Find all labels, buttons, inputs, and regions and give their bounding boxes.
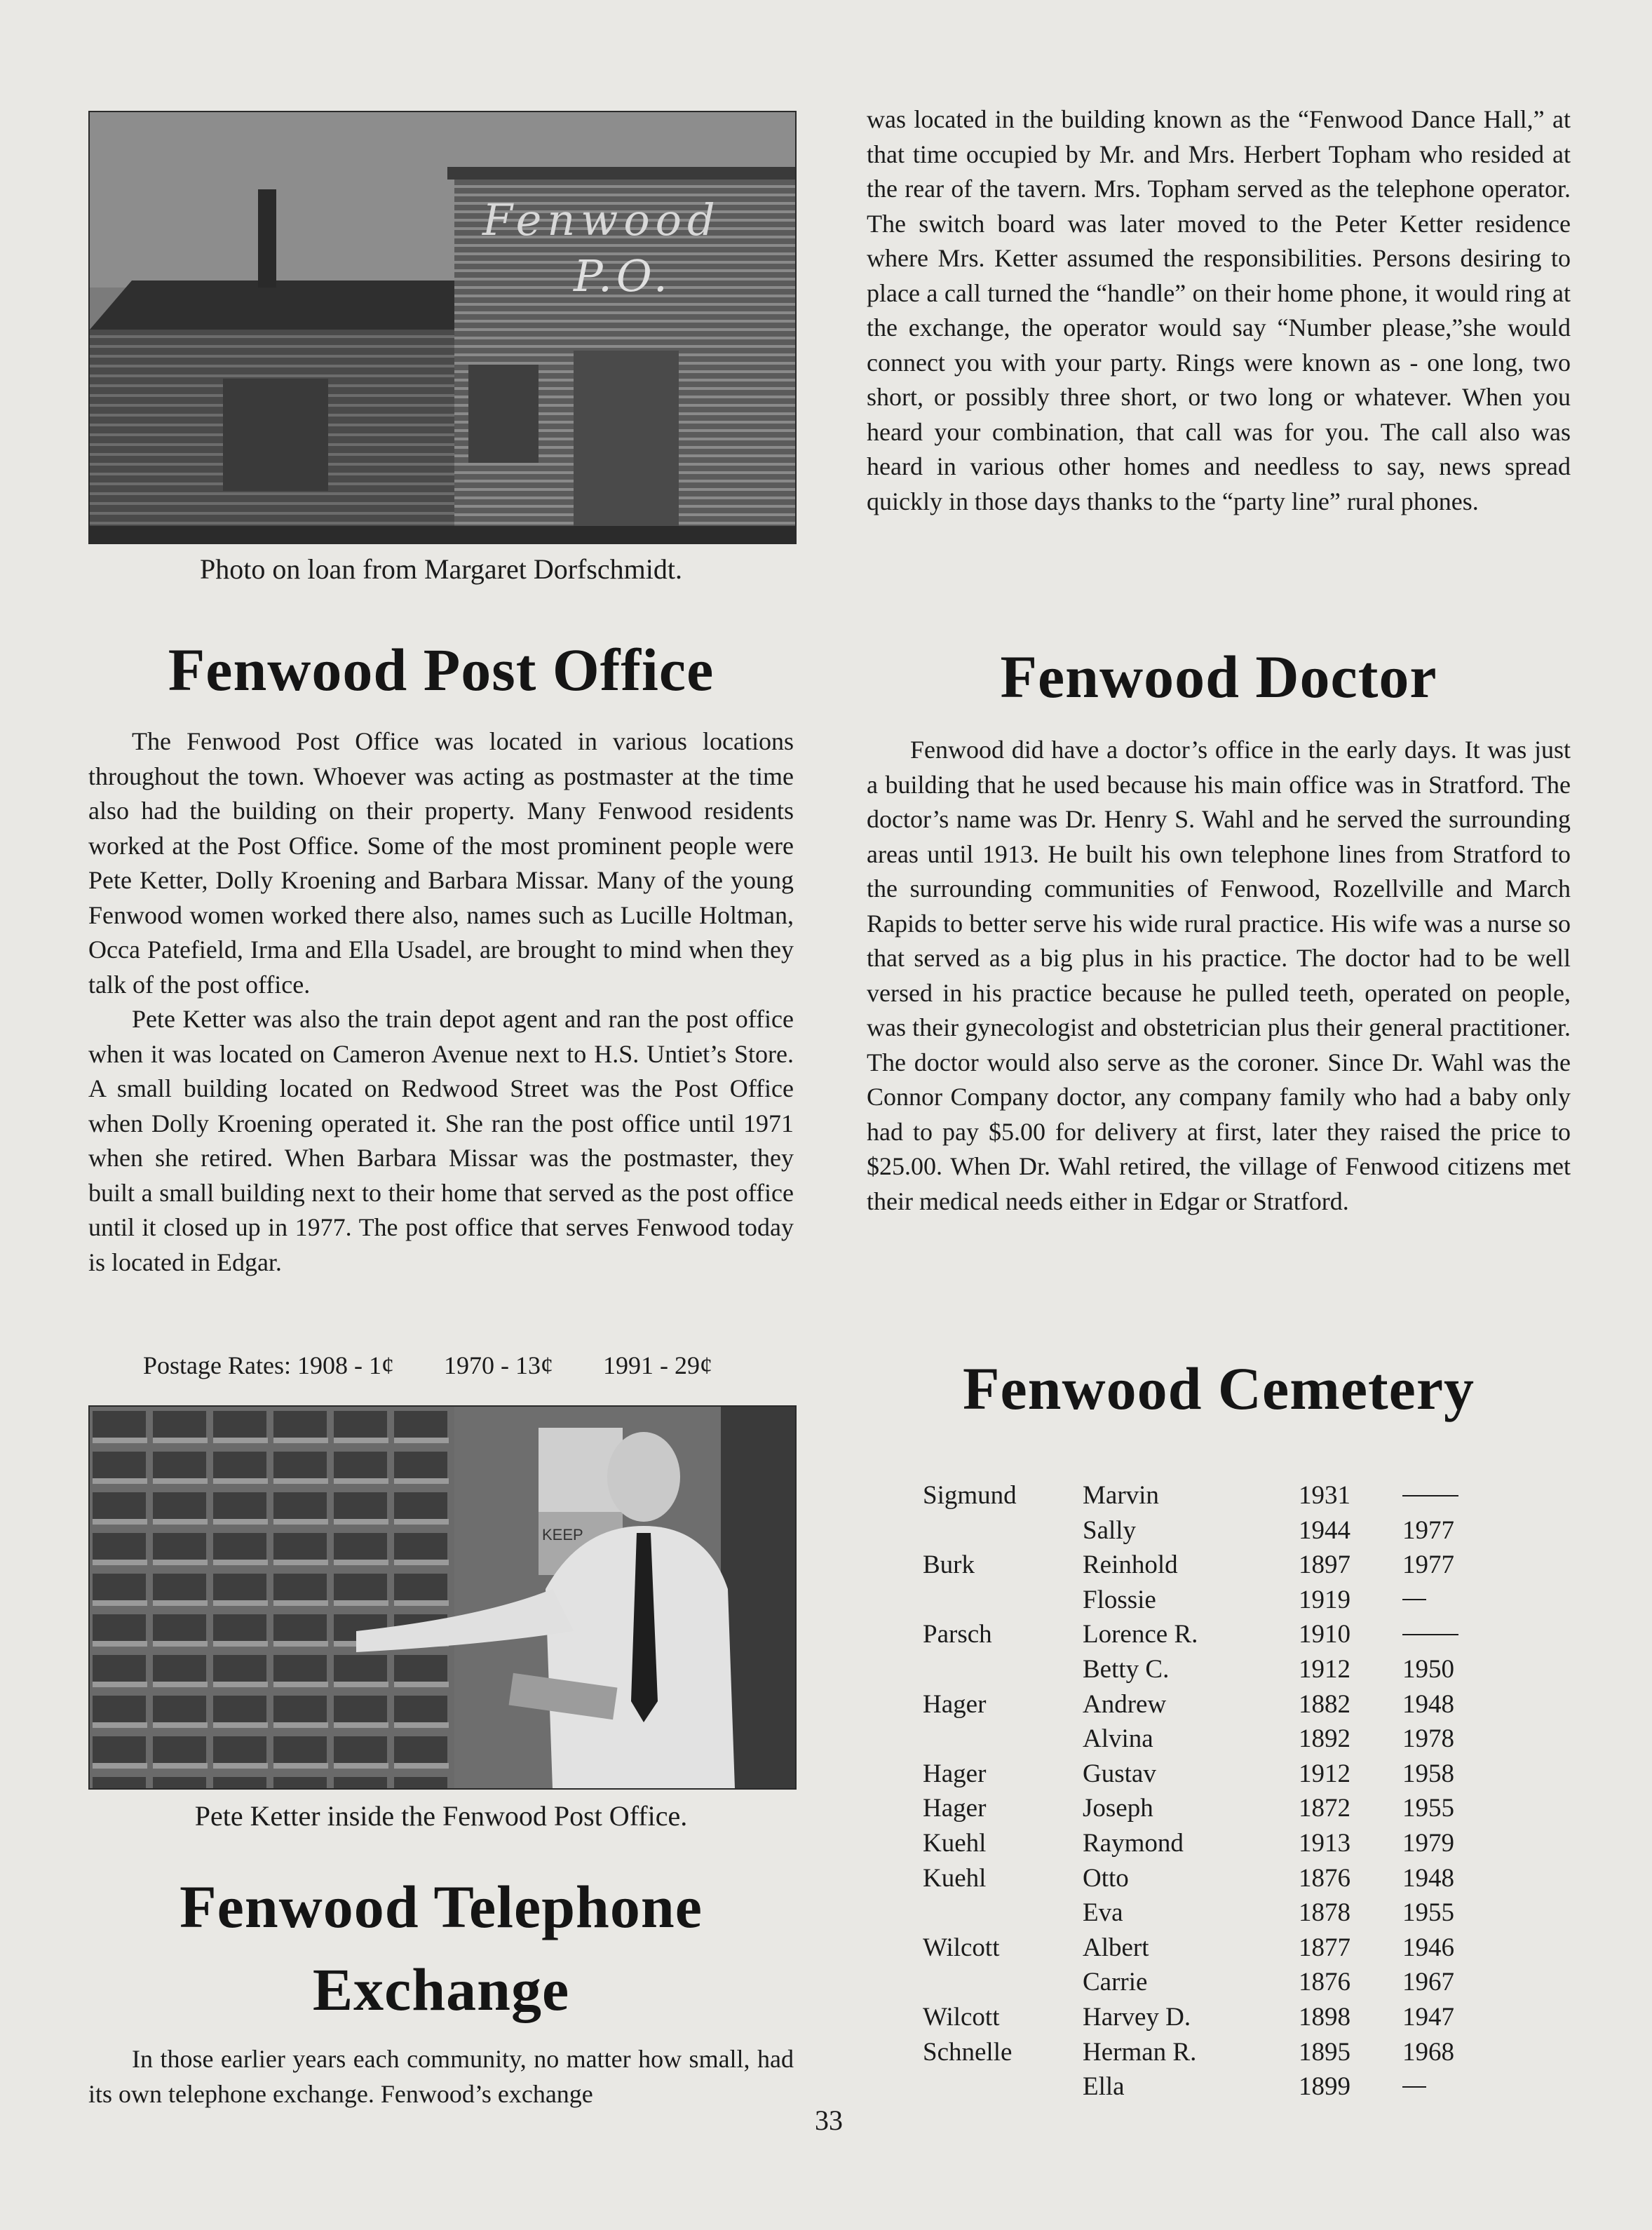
postage-rates <box>88 1349 794 1383</box>
cemetery-surname: Parsch <box>923 1620 992 1649</box>
post-office-heading: Fenwood Post Office <box>168 636 715 703</box>
cemetery-born: 1919 <box>1299 1585 1350 1614</box>
cemetery-table <box>923 1478 1487 2104</box>
cemetery-born: 1944 <box>1299 1515 1350 1545</box>
cemetery-surname <box>923 1652 1083 1687</box>
cemetery-died: 1968 <box>1402 2037 1454 2067</box>
cemetery-died: 1958 <box>1402 1759 1454 1788</box>
postage-rate-1908: Postage Rates: 1908 - 1¢ <box>143 1351 394 1379</box>
cemetery-surname <box>923 1965 1083 2000</box>
cemetery-row <box>923 1513 1487 1548</box>
sign-text-fenwood: Fenwood <box>482 194 721 245</box>
cemetery-died: 1948 <box>1402 1863 1454 1893</box>
cemetery-surname <box>923 1583 1083 1618</box>
cemetery-surname: Schnelle <box>923 2037 1013 2067</box>
sign-text-po: P.O. <box>574 250 672 302</box>
cemetery-given: Gustav <box>1083 1759 1156 1788</box>
pete-ketter-photo <box>88 1405 797 1790</box>
cemetery-died: 1978 <box>1402 1724 1454 1754</box>
cemetery-row <box>923 1687 1487 1722</box>
cemetery-given: Raymond <box>1083 1828 1184 1858</box>
cemetery-born: 1897 <box>1299 1550 1350 1580</box>
cemetery-given: Eva <box>1083 1898 1123 1928</box>
cemetery-row <box>923 1548 1487 1583</box>
cemetery-surname: Sigmund <box>923 1481 1017 1510</box>
cemetery-row <box>923 1791 1487 1826</box>
post-office-building-illustration <box>90 112 795 543</box>
cemetery-died: 1950 <box>1402 1654 1454 1684</box>
pete-ketter-illustration <box>90 1407 795 1788</box>
cemetery-surname <box>923 1513 1083 1548</box>
cemetery-given: Albert <box>1083 1933 1149 1962</box>
cemetery-surname: Burk <box>923 1550 975 1580</box>
cemetery-row <box>923 1895 1487 1931</box>
no-death-date-dash <box>1402 1599 1426 1600</box>
cemetery-heading: Fenwood Cemetery <box>962 1355 1475 1422</box>
cemetery-died: 1977 <box>1402 1515 1454 1545</box>
cemetery-given: Andrew <box>1083 1689 1167 1719</box>
cemetery-given: Reinhold <box>1083 1550 1178 1580</box>
cemetery-born: 1898 <box>1299 2002 1350 2032</box>
page-number: 33 <box>815 2104 843 2136</box>
telephone-paragraph-continued: was located in the building known as the “Fenwood Dance Hall,” at that time occupied by Mr. and Mrs. Herbert Topham who resided at the rear of the tavern. Mrs. Topham served as the telephone operator. The switch board was later moved to the Peter Ketter residence where Mrs. Ketter assumed the responsibilities. Persons desiring to place a call turned the “handle” on their home phone, it would ring at the exchange, the operator would say “Number please,”she would connect you with your party. Rings were known as - one long, two short, or possibly three short, or two long or whatever. When you heard your combination, that call was for you. The call also was heard in various other homes and needless to say, news spread quickly in those days thanks to the “party line” rural phones. <box>867 105 1571 515</box>
cemetery-row <box>923 1757 1487 1792</box>
cemetery-died <box>1402 1617 1487 1652</box>
cemetery-surname: Hager <box>923 1759 987 1788</box>
cemetery-born: 1877 <box>1299 1933 1350 1962</box>
cemetery-given: Sally <box>1083 1515 1137 1545</box>
cemetery-row <box>923 2069 1487 2104</box>
post-office-paragraph-1: The Fenwood Post Office was located in various locations throughout the town. Whoever was acting as postmaster at the time also had the building on their property. Many Fenwood residents worked at the Post Office. Some of the most prominent people were Pete Ketter, Dolly Kroening and Barbara Missar. Many of the young Fenwood women worked there also, names such as Lucille Holtman, Occa Patefield, Irma and Ella Usadel, are brought to mind when they talk of the post office. <box>88 727 794 999</box>
cemetery-row <box>923 1965 1487 2000</box>
cemetery-died: 1955 <box>1402 1898 1454 1928</box>
cemetery-row <box>923 1617 1487 1652</box>
cemetery-given: Lorence R. <box>1083 1620 1198 1649</box>
cemetery-born: 1895 <box>1299 2037 1350 2067</box>
cemetery-born: 1912 <box>1299 1654 1350 1684</box>
cemetery-row <box>923 1722 1487 1757</box>
cemetery-died: 1967 <box>1402 1968 1454 1997</box>
cemetery-born: 1876 <box>1299 1863 1350 1893</box>
no-death-date-dash <box>1402 1495 1458 1496</box>
cemetery-surname <box>923 1895 1083 1931</box>
cemetery-given: Ella <box>1083 2072 1125 2102</box>
cemetery-row <box>923 1861 1487 1896</box>
cemetery-born: 1910 <box>1299 1620 1350 1649</box>
postage-rate-1970: 1970 - 13¢ <box>443 1351 553 1379</box>
cemetery-given: Herman R. <box>1083 2037 1197 2067</box>
no-death-date-dash <box>1402 2086 1426 2088</box>
cemetery-died <box>1402 2069 1487 2104</box>
post-office-photo-caption: Photo on loan from Margaret Dorfschmidt. <box>199 553 683 585</box>
keep-sign-text: KEEP <box>542 1526 583 1543</box>
cemetery-died <box>1402 1478 1487 1513</box>
cemetery-born: 1913 <box>1299 1828 1350 1858</box>
cemetery-died: 1946 <box>1402 1933 1454 1962</box>
cemetery-row <box>923 1478 1487 1513</box>
cemetery-row <box>923 2000 1487 2035</box>
cemetery-given: Flossie <box>1083 1585 1156 1614</box>
doctor-heading: Fenwood Doctor <box>1000 643 1437 710</box>
telephone-heading-line-1: Fenwood Telephone <box>180 1873 703 1940</box>
cemetery-born: 1872 <box>1299 1794 1350 1823</box>
post-office-building-photo <box>88 111 797 544</box>
cemetery-surname <box>923 1722 1083 1757</box>
telephone-paragraph-start: In those earlier years each community, no matter how small, had its own telephone exchange. Fenwood’s exchange <box>88 2045 794 2108</box>
cemetery-surname <box>923 2069 1083 2104</box>
cemetery-born: 1931 <box>1299 1481 1350 1510</box>
cemetery-born: 1882 <box>1299 1689 1350 1719</box>
cemetery-born: 1892 <box>1299 1724 1350 1754</box>
no-death-date-dash <box>1402 1634 1458 1635</box>
cemetery-given: Betty C. <box>1083 1654 1170 1684</box>
telephone-exchange-heading <box>88 1865 794 2031</box>
cemetery-given: Otto <box>1083 1863 1129 1893</box>
cemetery-row <box>923 1652 1487 1687</box>
cemetery-died: 1947 <box>1402 2002 1454 2032</box>
cemetery-surname: Kuehl <box>923 1863 987 1893</box>
cemetery-died: 1955 <box>1402 1794 1454 1823</box>
pete-ketter-photo-caption: Pete Ketter inside the Fenwood Post Office. <box>194 1800 688 1832</box>
cemetery-row <box>923 1931 1487 1966</box>
cemetery-born: 1876 <box>1299 1968 1350 1997</box>
cemetery-row <box>923 1826 1487 1861</box>
cemetery-died: 1948 <box>1402 1689 1454 1719</box>
cemetery-row <box>923 1583 1487 1618</box>
cemetery-died: 1979 <box>1402 1828 1454 1858</box>
cemetery-row <box>923 2035 1487 2070</box>
cemetery-given: Alvina <box>1083 1724 1153 1754</box>
post-office-paragraph-2: Pete Ketter was also the train depot agent and ran the post office when it was located on Cameron Avenue next to H.S. Untiet’s Store. A small building located on Redwood Street was the Post Office when Dolly Kroening operated it. She ran the post office until 1971 when she retired. When Barbara Missar was the postmaster, they built a small building next to their home that served as the post office until it closed up in 1977. The post office that serves Fenwood today is located in Edgar. <box>88 1005 794 1276</box>
cemetery-died: 1977 <box>1402 1550 1454 1580</box>
cemetery-surname: Wilcott <box>923 2002 1000 2032</box>
cemetery-surname: Hager <box>923 1689 987 1719</box>
telephone-heading-line-2: Exchange <box>312 1956 570 2023</box>
cemetery-surname: Hager <box>923 1794 987 1823</box>
post-office-body <box>88 724 794 1280</box>
cemetery-born: 1899 <box>1299 2072 1350 2102</box>
cemetery-given: Joseph <box>1083 1794 1153 1823</box>
cemetery-surname: Wilcott <box>923 1933 1000 1962</box>
postage-rate-1991: 1991 - 29¢ <box>602 1351 712 1379</box>
cemetery-born: 1912 <box>1299 1759 1350 1788</box>
cemetery-given: Marvin <box>1083 1481 1159 1510</box>
cemetery-born: 1878 <box>1299 1898 1350 1928</box>
cemetery-given: Harvey D. <box>1083 2002 1191 2032</box>
doctor-paragraph: Fenwood did have a doctor’s office in the early days. It was just a building that he used because his main office was in Stratford. The doctor’s name was Dr. Henry S. Wahl and he served the surrounding areas until 1913. He built his own telephone lines from Stratford to the surrounding communities of Fenwood, Rozellville and March Rapids to better serve his wide rural practice. His wife was a nurse so that served as a big plus in his practice. The doctor had to be well versed in his practice because he pulled teeth, operated on people, was their gynecologist and obstetrician plus their general practitioner. The doctor would also serve as the coroner. Since Dr. Wahl was the Connor Company doctor, any company family who had a baby only had to pay $5.00 for delivery at first, later they raised the price to $25.00. When Dr. Wahl retired, the village of Fenwood citizens met their medical needs either in Edgar or Stratford. <box>867 736 1571 1215</box>
cemetery-died <box>1402 1583 1487 1618</box>
cemetery-surname: Kuehl <box>923 1828 987 1858</box>
cemetery-given: Carrie <box>1083 1968 1148 1997</box>
